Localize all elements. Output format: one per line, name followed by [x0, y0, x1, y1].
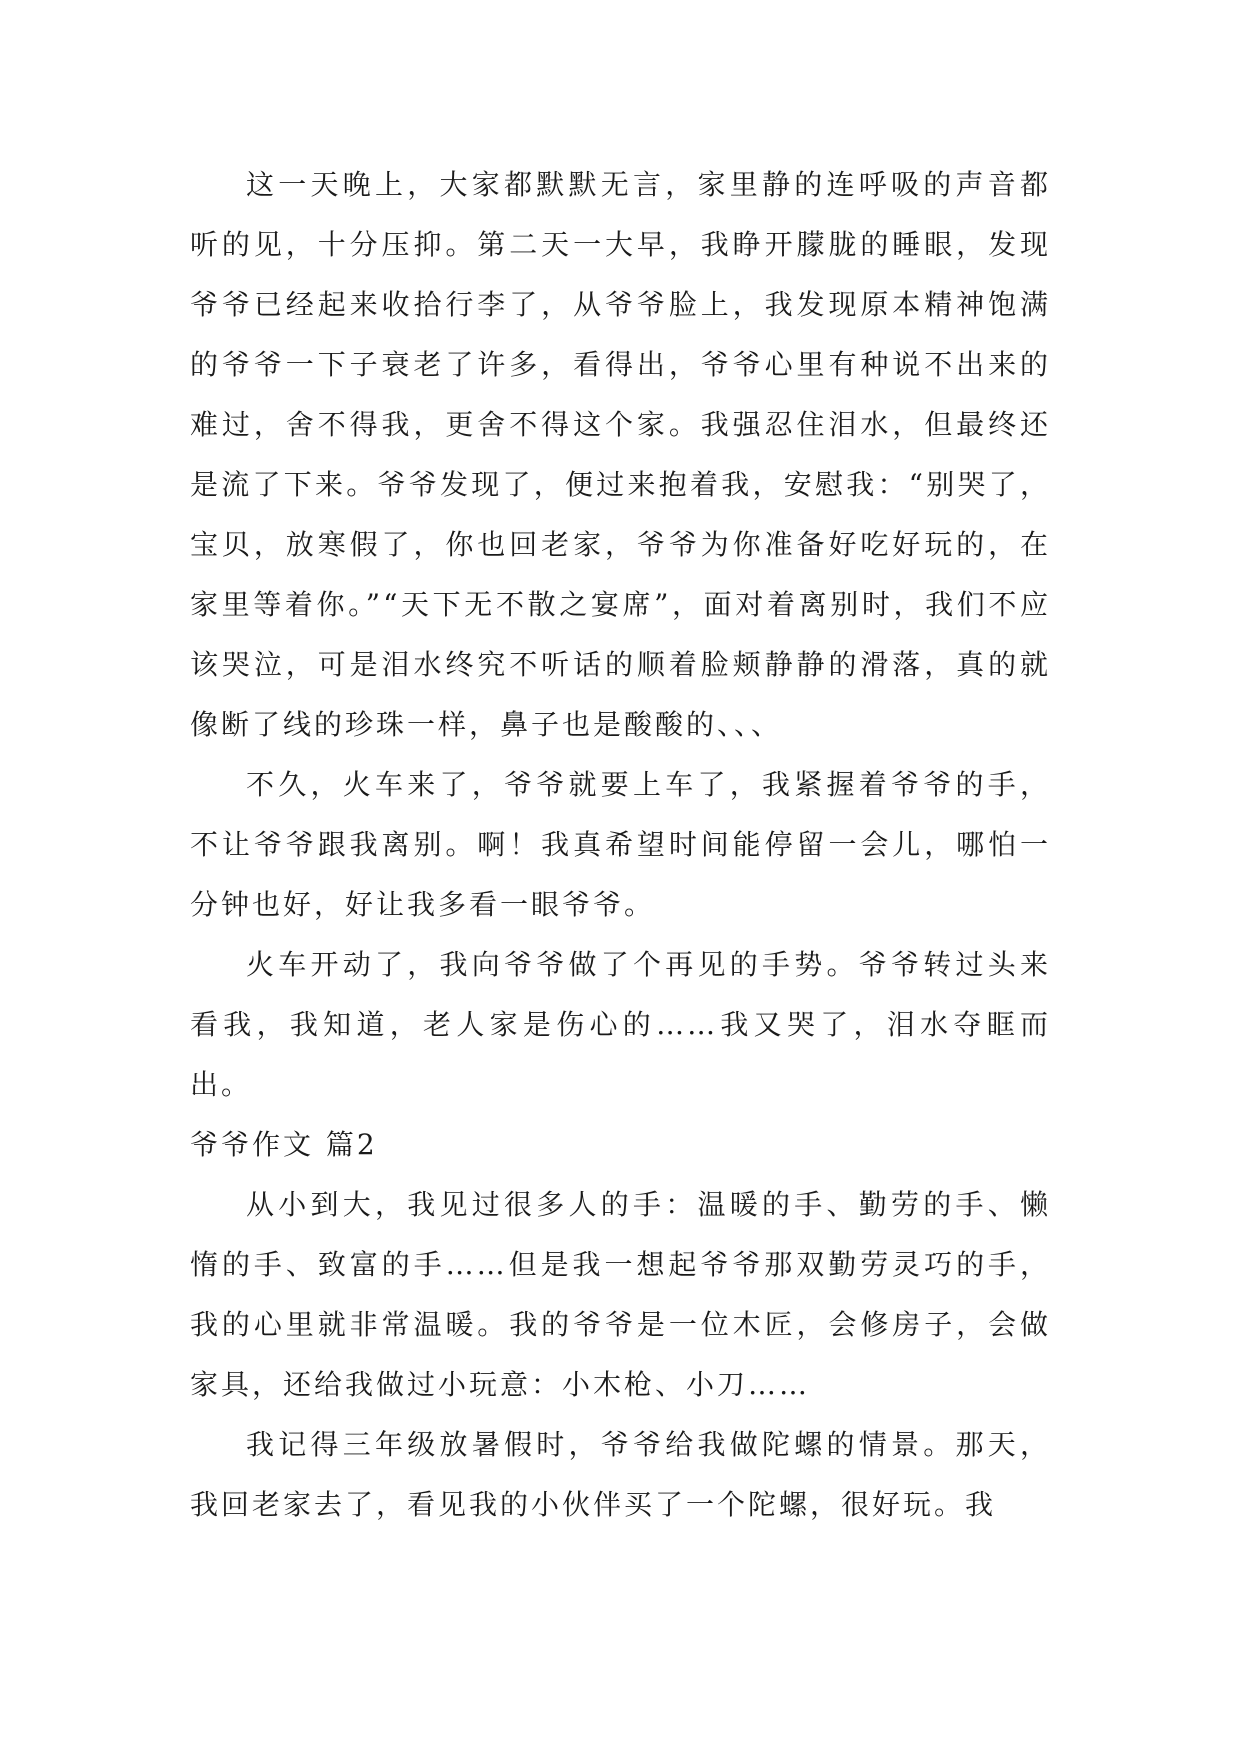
paragraph-grandpa-hands: 从小到大，我见过很多人的手：温暖的手、勤劳的手、懒惰的手、致富的手……但是我一想起爷爷那双勤劳灵巧的手，我的心里就非常温暖。我的爷爷是一位木匠，会修房子，会做家具，还给我做过小玩意：小木枪、小刀…… [190, 1188, 1051, 1401]
essay-heading: 爷爷作文 篇2 [190, 1128, 378, 1161]
paragraph-farewell-night: 这一天晚上，大家都默默无言，家里静的连呼吸的声音都听的见，十分压抑。第二天一大早，我睁开朦胧的睡眼，发现爷爷已经起来收拾行李了，从爷爷脸上，我发现原本精神饱满的爷爷一下子衰老了许多，看得出，爷爷心里有种说不出来的难过，舍不得我，更舍不得这个家。我强忍住泪水，但最终还是流了下来。爷爷发现了，便过来抱着我，安慰我：“别哭了，宝贝，放寒假了，你也回老家，爷爷为你准备好吃好玩的，在家里等着你。”“天下无不散之宴席”，面对着离别时，我们不应该哭泣，可是泪水终究不听话的顺着脸颊静静的滑落，真的就像断了线的珍珠一样，鼻子也是酸酸的、、、 [190, 168, 1051, 741]
paragraph-spinning-top: 我记得三年级放暑假时，爷爷给我做陀螺的情景。那天，我回老家去了，看见我的小伙伴买了一个陀螺，很好玩。我 [190, 1428, 1051, 1521]
paragraph-train-arrives: 不久，火车来了，爷爷就要上车了，我紧握着爷爷的手，不让爷爷跟我离别。啊！我真希望时间能停留一会儿，哪怕一分钟也好，好让我多看一眼爷爷。 [190, 768, 1051, 921]
paragraph-train-departs: 火车开动了，我向爷爷做了个再见的手势。爷爷转过头来看我，我知道，老人家是伤心的……我又哭了，泪水夺眶而出。 [190, 948, 1051, 1101]
document-body [190, 155, 1051, 1535]
